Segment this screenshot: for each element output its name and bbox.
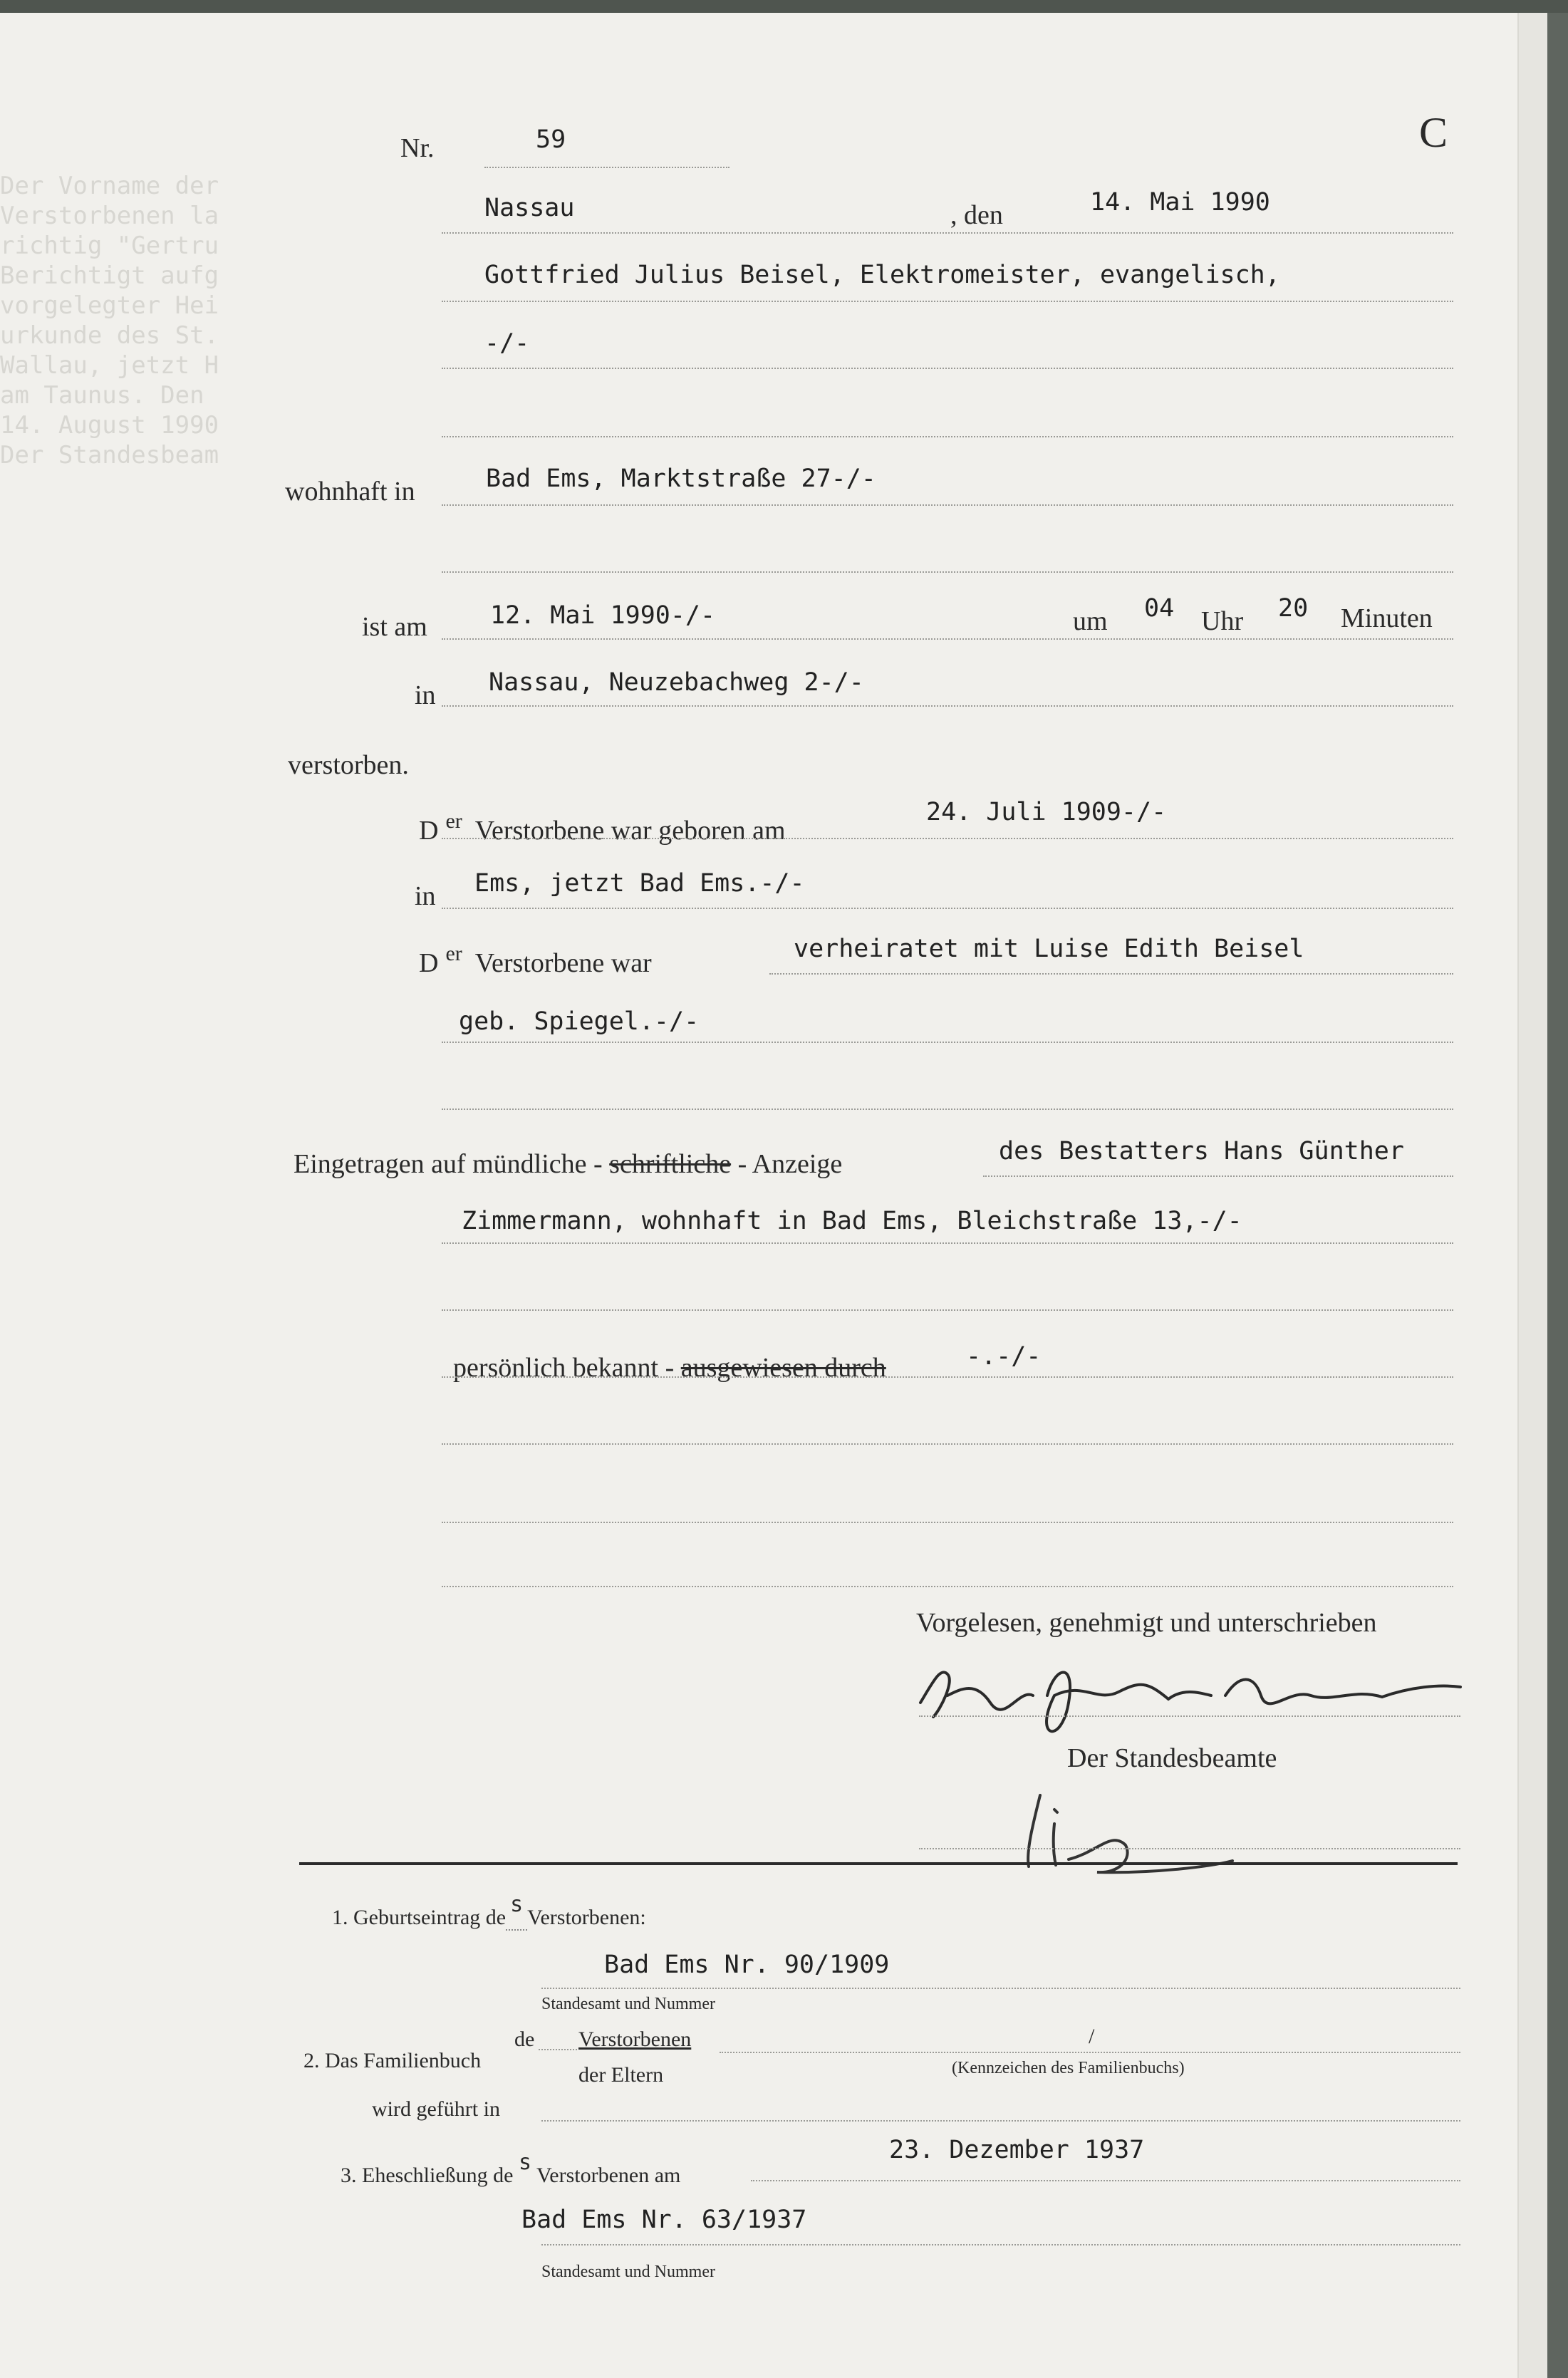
identity-rule1 [442,1376,1453,1378]
identity-label-struck: ausgewiesen durch [680,1353,886,1383]
residence-label: wohnhaft in [285,477,415,507]
marital-rule1 [769,973,1453,975]
footnote2-blank [539,2049,577,2050]
registration-label-start: Eingetragen auf mündliche - [294,1149,603,1179]
footnote3-rule [751,2180,1460,2181]
read-approved-text: Vorgelesen, genehmigt und unterschrieben [916,1608,1377,1638]
marital-rule2 [442,1042,1453,1043]
residence-rule [442,504,1453,506]
death-place: Nassau, Neuzebachweg 2-/- [489,668,864,697]
declarant-line1: Gottfried Julius Beisel, Elektromeister, evangelisch, [484,261,1280,289]
death-in-label: in [415,680,436,710]
birth-text: Verstorbene war geboren am [474,816,786,846]
registration-rule3 [442,1309,1453,1311]
footnote3-date: 23. Dezember 1937 [889,2136,1145,2164]
den-label: , den [950,200,1003,230]
marital-text: Verstorbene war [474,948,652,978]
footnote1-rule [541,1988,1460,1989]
corner-letter: C [1419,109,1448,156]
footnote1-label-text: 1. Geburtseintrag de [332,1906,507,1929]
registration-value-line2: Zimmermann, wohnhaft in Bad Ems, Bleichstraße 13,-/- [462,1207,1242,1235]
footnote-separator [299,1862,1458,1865]
verstorben-label: verstorben. [288,750,409,780]
registration-rule2 [442,1242,1453,1244]
nr-label: Nr. [400,133,435,163]
ist-am-label: ist am [362,612,427,642]
bleed-line: 14. August 1990 [0,411,219,440]
footnote2-line2: wird geführt in [372,2097,500,2121]
footnote3-rule2 [541,2244,1460,2245]
declarant-signature [912,1653,1468,1738]
footnote1-caption: Standesamt und Nummer [541,1995,715,2013]
registration-label-struck: schriftliche [609,1149,732,1179]
marital-value-line1: verheiratet mit Luise Edith Beisel [794,935,1304,963]
place-rule [442,232,1453,234]
marital-d-label [419,942,652,979]
uhr-label: Uhr [1201,606,1244,636]
registration-value-line1: des Bestatters Hans Günther [999,1137,1404,1165]
identity-label-text: persönlich bekannt - [453,1353,675,1383]
residence-rule2 [442,571,1453,573]
footnote2-rule [720,2052,1460,2053]
bleed-line: vorgelegter Hei [0,291,219,320]
footnote2-label: 2. Das Familienbuch [303,2049,482,2072]
identity-rule3 [442,1522,1453,1523]
footnote1-suffix: Verstorbenen: [527,1906,646,1929]
bleed-line: Der Standesbeam [0,441,219,469]
registration-date: 14. Mai 1990 [1090,188,1270,217]
registration-label-end: - Anzeige [737,1149,843,1179]
death-place-rule [442,705,1453,707]
signature-rule [919,1715,1460,1717]
declarant-line2: -/- [484,329,530,358]
nr-rule [484,167,730,168]
page-edge [1517,13,1547,2378]
footnote2-slash: / [1089,2025,1095,2048]
birth-date: 24. Juli 1909-/- [926,798,1167,826]
identity-rule2 [442,1443,1453,1445]
place-value: Nassau [484,194,575,222]
registrar-label: Der Standesbeamte [1067,1743,1277,1773]
um-label: um [1073,606,1108,636]
death-minutes: 20 [1278,594,1309,623]
minuten-label: Minuten [1341,603,1433,633]
footnote3-sup: s [518,2150,531,2175]
birth-place: Ems, jetzt Bad Ems.-/- [474,869,805,898]
registration-rule1 [983,1175,1453,1177]
footnote3-label-text: 3. Eheschließung de [341,2164,514,2187]
footnote1-label [332,1892,646,1930]
death-date: 12. Mai 1990-/- [490,601,716,630]
footnote2-rule2 [541,2120,1460,2122]
footnote2-option-parents: der Eltern [578,2063,664,2087]
footnote1-value: Bad Ems Nr. 90/1909 [604,1951,890,1979]
birth-date-rule [442,838,1453,839]
footnote3-suffix: Verstorbenen am [536,2164,681,2187]
bleed-line: Verstorbenen la [0,202,219,230]
declarant-rule2 [442,368,1453,369]
footnote1-blank [506,1892,527,1931]
bleed-line: Der Vorname der [0,172,219,200]
footnote2-caption: (Kennzeichen des Familienbuchs) [952,2059,1185,2077]
declarant-rule1 [442,301,1453,302]
registration-label [294,1148,842,1180]
declarant-rule3 [442,436,1453,437]
footnote2-de: de [514,2027,535,2051]
identity-rule4 [442,1586,1453,1587]
registrar-signature [1012,1781,1240,1881]
bleed-line: Wallau, jetzt H [0,351,219,380]
scanner-background [0,0,1568,13]
footnote1-sup: s [510,1892,524,1917]
birth-d-label [419,809,786,846]
birth-in-label: in [415,881,436,911]
er-superscript: er [445,942,462,965]
birth-place-rule [442,908,1453,909]
death-hour: 04 [1144,594,1175,623]
footnote3-caption: Standesamt und Nummer [541,2263,715,2281]
bleed-line: richtig "Gertru [0,232,219,260]
residence-value: Bad Ems, Marktstraße 27-/- [486,464,876,493]
er-superscript: er [445,809,462,833]
footnote3-label [341,2150,681,2188]
bleed-line: Berichtigt aufg [0,261,219,290]
identity-label [453,1352,886,1383]
footnote2-option-deceased: Verstorbenen [578,2027,692,2051]
identity-suffix: -.-/- [966,1342,1042,1371]
marital-value-line2: geb. Spiegel.-/- [459,1007,700,1036]
nr-value: 59 [536,125,566,154]
bleed-line: am Taunus. Den [0,381,204,410]
footnote3-value: Bad Ems Nr. 63/1937 [521,2206,807,2234]
registrar-rule [919,1848,1460,1849]
bleed-line: urkunde des St. [0,321,219,350]
d-letter: D [419,816,439,846]
marital-rule3 [442,1108,1453,1110]
death-date-rule [442,638,1453,640]
d-letter: D [419,948,439,978]
bleed-through-text [0,171,219,470]
